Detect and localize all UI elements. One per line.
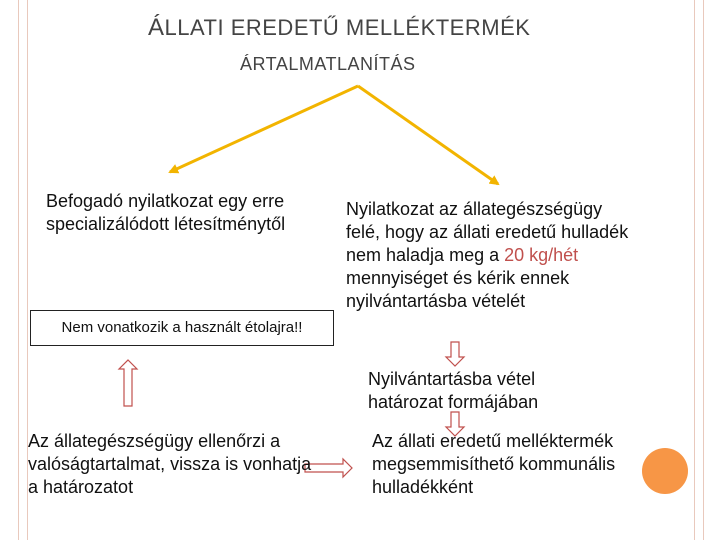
title-line-1: ÁLLATI EREDETŰ MELLÉKTERMÉK [148, 14, 531, 41]
notice-box: Nem vonatkozik a használt étolajra!! [30, 310, 334, 346]
right-top-text: Nyilatkozat az állategészségügy felé, hogy az állati eredetű hulladék nem haladja meg a 20 kg/hét mennyiséget és kérik ennek nyilvántartásba vételét [346, 199, 629, 311]
right-mid-text: Nyilvántartásba vétel határozat formájában [368, 369, 539, 412]
left-bottom-text: Az állategészségügy ellenőrzi a valóságtartalmat, vissza is vonhatja a határozatot [28, 431, 312, 497]
highlight-amount: 20 kg/hét [504, 245, 579, 265]
right-bottom-text: Az állati eredetű melléktermék megsemmisíthető kommunális hulladékként [372, 431, 616, 497]
block-arrow-up [119, 360, 137, 406]
title-line-2: ÁRTALMATLANÍTÁS [240, 54, 416, 74]
left-top-text: Befogadó nyilatkozat egy erre specializálódott létesítménytől [46, 191, 286, 234]
block-arrow-down-1 [446, 342, 464, 366]
decorative-orange-circle [642, 448, 688, 494]
